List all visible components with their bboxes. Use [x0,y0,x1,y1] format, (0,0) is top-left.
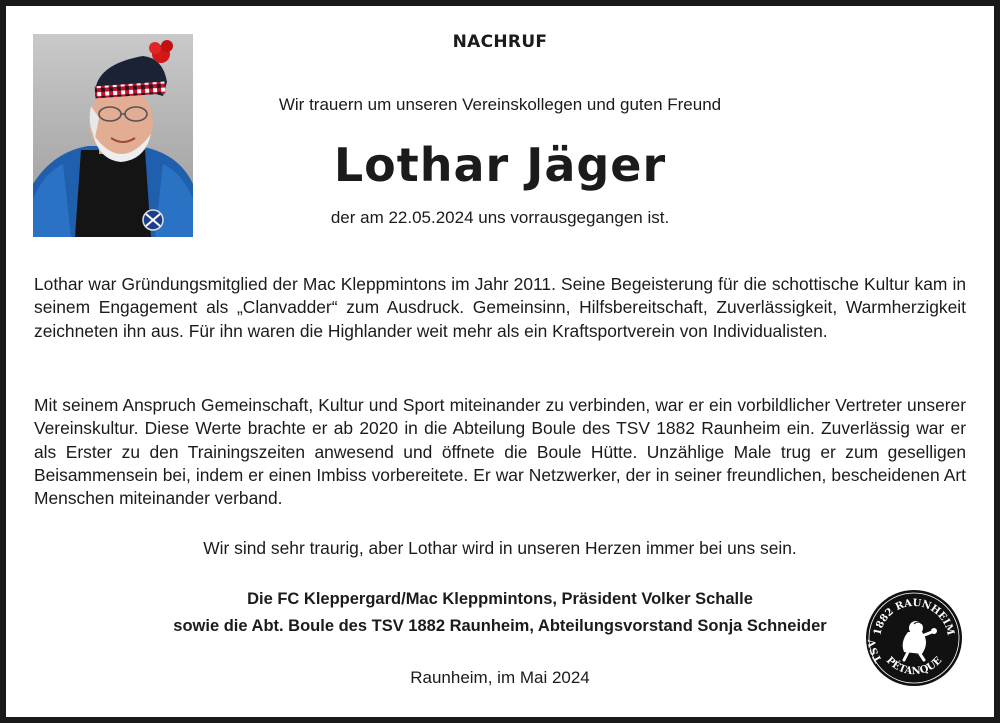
seal-left-text: TSV [867,638,885,665]
seal-bottom-text: PÉTANQUE [883,655,945,678]
place-date-line: Raunheim, im Mai 2024 [410,668,590,687]
intro-line: Wir trauern um unseren Vereinskollegen und guten Freund [278,95,722,114]
deceased-name: Lothar Jäger [333,138,667,192]
tribute-paragraph: Mit seinem Anspruch Gemeinschaft, Kultur und Sport miteinander zu verbinden, war er ein vorbildlicher Vertreter unserer Vereinskultur. Diese Werte brachte er ab 2020 in die Abteilung Boule des TSV 1882 Raunheim ein. Zuverlässig war er als Erster zu den Trainingszeiten anwesend und öffnete die Boule Hütte. Unzählige Male trug er zum geselligen Beisammensein bei, indem er einen Imbiss vorbereitete. Er war Netzwerker, der in seiner freundlichen, bescheidenen Art Menschen miteinander verband. [34,395,966,509]
date-of-death-line: der am 22.05.2024 uns vorrausgegangen ist. [330,208,670,227]
notice-heading: NACHRUF [452,32,548,52]
portrait-photo [33,34,193,237]
seal-top-text: 1882 RAUNHEIM [872,597,956,637]
signature-line: Die FC Kleppergard/Mac Kleppmintons, Präsident Volker Schalle [247,590,753,608]
tribute-paragraph: Lothar war Gründungsmitglied der Mac Kleppmintons im Jahr 2011. Seine Begeisterung für die schottische Kultur kam in seinem Engagement als „Clanvadder“ zum Ausdruck. Gemeinsinn, Hilfsbereitschaft, Zuverlässigkeit, Warmherzigkeit zeichneten ihn aus. Für ihn waren die Highlander weit mehr als ein Kraftsportverein von Individualisten. [34,274,966,341]
club-seal-logo [864,588,964,688]
closing-line: Wir sind sehr traurig, aber Lothar wird in unseren Herzen immer bei uns sein. [203,538,797,558]
signature-line: sowie die Abt. Boule des TSV 1882 Raunheim, Abteilungsvorstand Sonja Schneider [173,617,827,635]
